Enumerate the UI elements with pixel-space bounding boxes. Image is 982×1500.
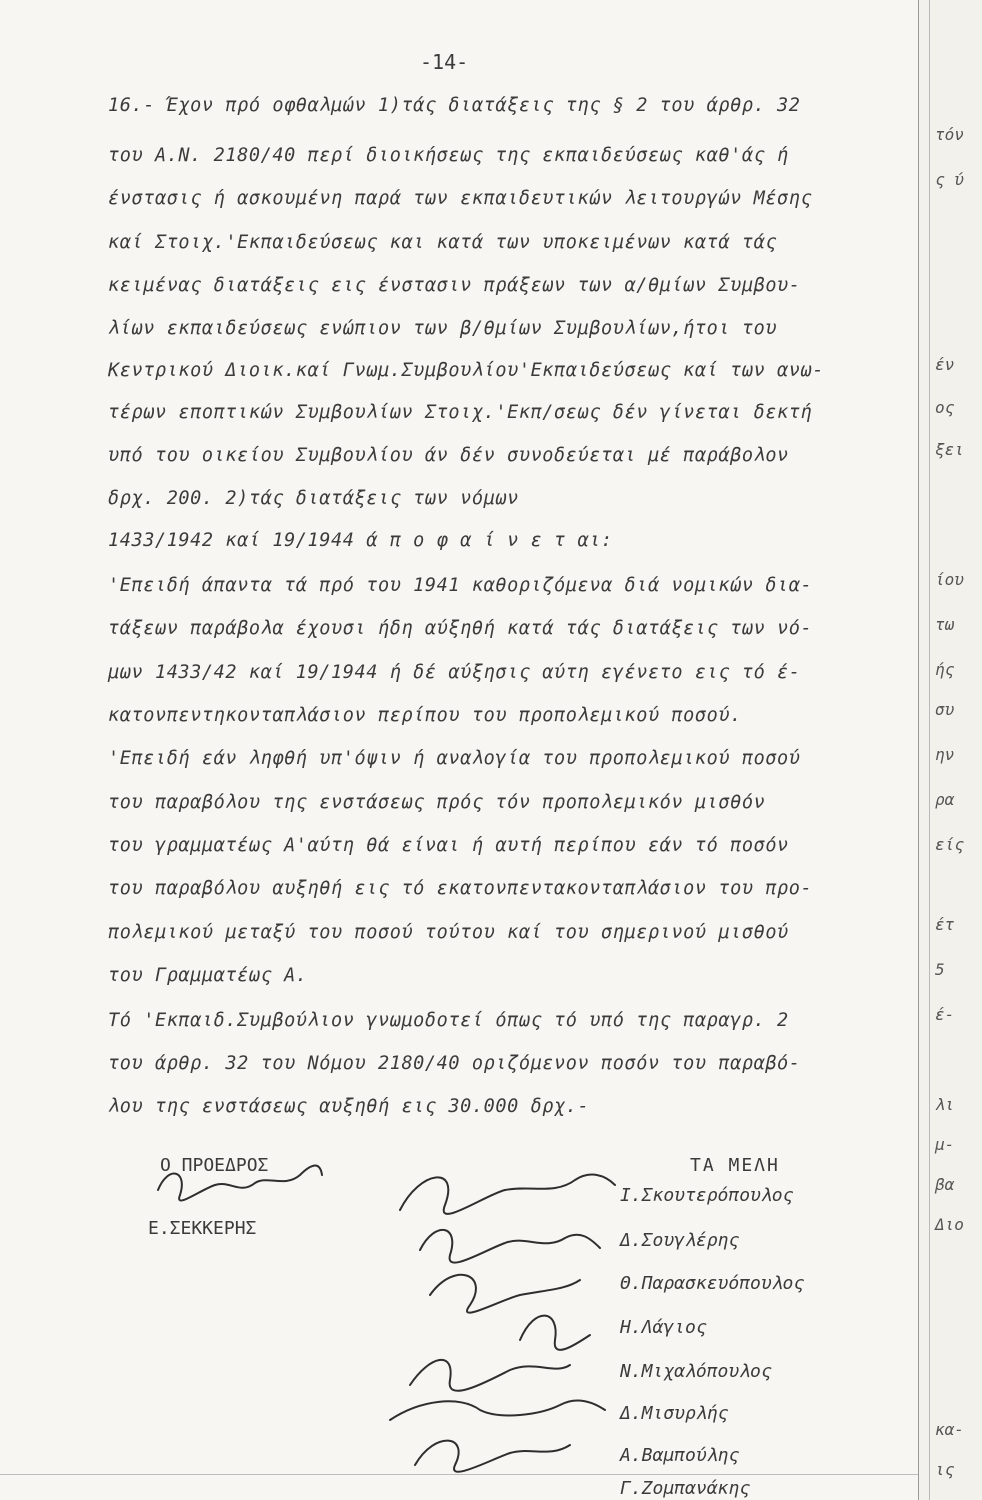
body-line: 1433/1942 καί 19/1944 ά π ο φ α ί ν ε τ αι: [108,530,613,551]
member-signature-7 [415,1441,570,1472]
page-fold-line [929,0,930,1500]
edge-fragment: ις [935,1460,955,1479]
member-name: Ι.Σκουτερόπουλος [620,1185,794,1206]
edge-fragment: ς ύ [935,170,964,189]
member-name: Γ.Ζομπανάκης [620,1478,751,1499]
body-line: καί Στοιχ.'Εκπαιδεύσεως και κατά των υποκειμένων κατά τάς [108,232,778,253]
edge-fragment: βα [935,1175,955,1194]
body-line: του άρθρ. 32 του Νόμου 2180/40 οριζόμενον ποσόν του παραβό- [108,1053,801,1074]
body-line: ένστασις ή ασκουμένη παρά των εκπαιδευτικών λειτουργών Μέσης [108,188,813,209]
body-line: του παραβόλου αυξηθή εις τό εκατονπεντακονταπλάσιον του προ- [108,878,813,899]
edge-fragment: έ- [935,1005,955,1024]
body-line: κειμένας διατάξεις εις ένστασιν πράξεων των α/θμίων Συμβου- [108,275,801,296]
body-line: δρχ. 200. 2)τάς διατάξεις των νόμων [108,488,519,509]
edge-fragment: τόν [935,125,964,144]
member-name: Δ.Μισυρλής [620,1403,729,1424]
body-line: του Γραμματέως Α. [108,965,308,986]
member-name: Δ.Σουγλέρης [620,1230,740,1251]
edge-fragment: ής [935,660,955,679]
body-line: 16.- Έχον πρό οφθαλμών 1)τάς διατάξεις της § 2 του άρθρ. 32 [108,95,801,116]
body-line: μων 1433/42 καί 19/1944 ή δέ αύξησις αύτη εγένετο εις τό έ- [108,662,801,683]
body-line: του Α.Ν. 2180/40 περί διοικήσεως της εκπαιδεύσεως καθ'άς ή [108,145,789,166]
edge-fragment: κα- [935,1420,964,1439]
members-title: ΤΑ ΜΕΛΗ [690,1155,780,1176]
body-line: υπό του οικείου Συμβουλίου άν δέν συνοδεύεται μέ παράβολον [108,445,789,466]
president-name: Ε.ΣΕΚΚΕΡΗΣ [148,1218,257,1239]
member-signature-2 [420,1230,600,1263]
body-line: του παραβόλου της ενστάσεως πρός τόν προπολεμικόν μισθόν [108,792,766,813]
edge-fragment: έτ [935,915,955,934]
body-line: του γραμματέως Α'αύτη θά είναι ή αυτή περίπου εάν τό ποσόν [108,835,789,856]
member-name: Θ.Παρασκευόπουλος [620,1273,805,1294]
member-signature-6 [390,1400,605,1420]
body-line: λίων εκπαιδεύσεως ενώπιον των β/θμίων Συμβουλίων,ήτοι του [108,318,778,339]
body-line: λου της ενστάσεως αυξηθή εις 30.000 δρχ.- [108,1096,590,1117]
body-line: Κεντρικού Διοικ.καί Γνωμ.Συμβουλίου'Εκπαιδεύσεως καί των ανω- [108,360,825,381]
member-signature-3 [430,1275,580,1313]
edge-fragment: ην [935,745,955,764]
edge-fragment: ίου [935,570,964,589]
edge-fragment: έν [935,355,955,374]
member-signature-5 [410,1360,570,1391]
edge-fragment: ξει [935,440,964,459]
edge-fragment: συ [935,700,955,719]
edge-fragment: είς [935,835,964,854]
edge-fragment: ος [935,398,955,417]
body-line: κατονπεντηκονταπλάσιον περίπου του προπολεμικού ποσού. [108,705,742,726]
body-line: πολεμικού μεταξύ του ποσού τούτου καί του σημερινού μισθού [108,922,789,943]
body-line: 'Επειδή εάν ληφθή υπ'όψιν ή αναλογία του προπολεμικού ποσού [108,748,801,769]
body-line: τάξεων παράβολα έχουσι ήδη αύξηθή κατά τάς διατάξεις των νό- [108,618,813,639]
bottom-edge-line [0,1474,918,1475]
edge-fragment: τω [935,615,955,634]
member-name: Η.Λάγιος [620,1317,707,1338]
president-signature [158,1166,322,1201]
member-signature-4 [520,1316,590,1350]
body-line: 'Επειδή άπαντα τά πρό του 1941 καθοριζόμενα διά νομικών δια- [108,575,813,596]
member-signature-1 [400,1175,615,1214]
page-number: -14- [420,50,469,74]
edge-fragment: ρα [935,790,955,809]
edge-fragment: 5 [935,960,945,979]
body-line: Τό 'Εκπαιδ.Συμβούλιον γνωμοδοτεί όπως τό υπό της παραγρ. 2 [108,1010,789,1031]
edge-fragment: Διο [935,1215,964,1234]
president-title: Ο ΠΡΟΕΔΡΟΣ [160,1155,269,1176]
body-line: τέρων εποπτικών Συμβουλίων Στοιχ.'Εκπ/σεως δέν γίνεται δεκτή [108,402,813,423]
member-name: Ν.Μιχαλόπουλος [620,1361,772,1382]
member-name: Α.Βαμπούλης [620,1445,740,1466]
edge-fragment: μ- [935,1135,955,1154]
edge-fragment: λι [935,1095,955,1114]
